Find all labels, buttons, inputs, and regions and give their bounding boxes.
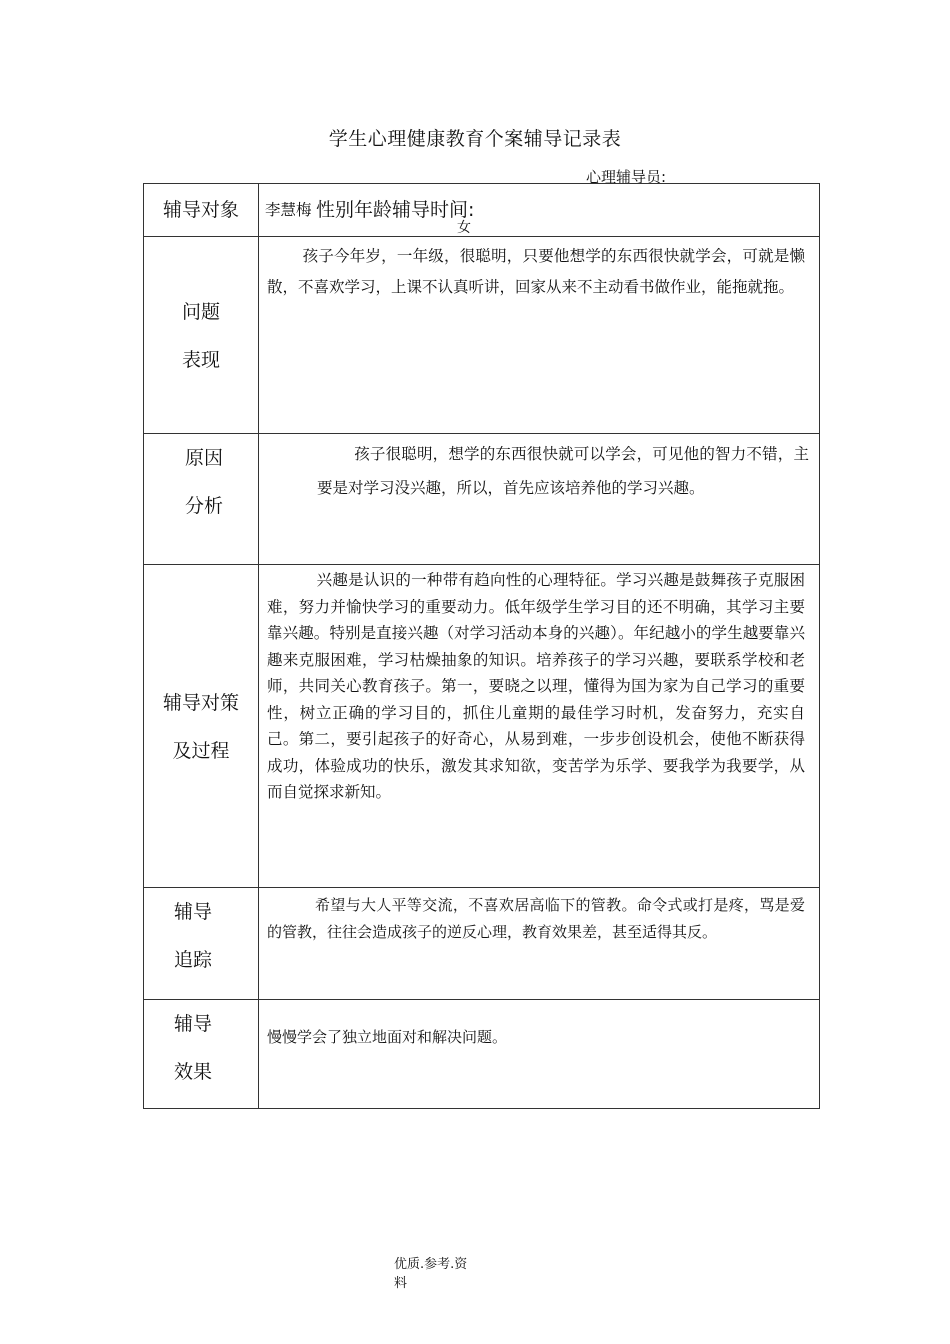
footer-line2: 料 bbox=[394, 1276, 408, 1291]
effect-label-line1: 辅导 bbox=[173, 1013, 212, 1035]
content-cell bbox=[259, 888, 820, 1000]
footer-line1: 优质.参考.资 bbox=[394, 1257, 468, 1272]
student-gender: 女 bbox=[457, 220, 471, 236]
label-cell bbox=[144, 237, 259, 434]
row-problem bbox=[144, 237, 820, 434]
effect-label-line2: 效果 bbox=[173, 1061, 212, 1083]
cause-label-line2: 分析 bbox=[184, 495, 223, 517]
student-name: 李慧梅 bbox=[265, 201, 312, 219]
tracking-label-line2: 追踪 bbox=[173, 949, 212, 971]
row-strategy bbox=[144, 565, 820, 888]
row-cause bbox=[144, 434, 820, 565]
value-cell bbox=[259, 184, 820, 237]
label-cell bbox=[144, 1000, 259, 1109]
label-cell bbox=[144, 565, 259, 888]
content-cell bbox=[259, 565, 820, 888]
strategy-label-line1: 辅导对策 bbox=[162, 692, 239, 714]
row-subject bbox=[144, 184, 820, 237]
subject-label: 辅导对象 bbox=[162, 199, 239, 221]
row-effect bbox=[144, 1000, 820, 1109]
cause-text: 孩子很聪明，想学的东西很快就可以学会，可见他的智力不错，主要是对学习没兴趣，所以，首先应该培养他的学习兴趣。 bbox=[317, 445, 809, 497]
content-cell bbox=[259, 434, 820, 565]
strategy-text: 兴趣是认识的一种带有趋向性的心理特征。学习兴趣是鼓舞孩子克服困难，努力并愉快学习的重要动力。低年级学生学习目的还不明确，其学习主要靠兴趣。特别是直接兴趣（对学习活动本身的兴趣）。年纪越小的学生越要靠兴趣来克服困难，学习枯燥抽象的知识。培养孩子的学习兴趣，要联系学校和老师，共同关心教育孩子。第一，要晓之以理，懂得为国为家为自己学习的重要性，树立正确的学习目的，抓住儿童期的最佳学习时机，发奋努力，充实自己。第二，要引起孩子的好奇心，从易到难，一步步创设机会，使他不断获得成功，体验成功的快乐，激发其求知欲，变苦学为乐学、要我学为我要学，从而自觉探求新知。 bbox=[267, 571, 805, 801]
tracking-text: 希望与大人平等交流，不喜欢居高临下的管教。命令式或打是疼，骂是爱的管教，往往会造成孩子的逆反心理，教育效果差，甚至适得其反。 bbox=[267, 896, 805, 941]
row-tracking bbox=[144, 888, 820, 1000]
problem-label-line1: 问题 bbox=[181, 301, 220, 323]
effect-text: 慢慢学会了独立地面对和解决问题。 bbox=[267, 1028, 508, 1046]
record-table bbox=[143, 183, 820, 1109]
cause-label-line1: 原因 bbox=[184, 447, 223, 469]
strategy-label-line2: 及过程 bbox=[172, 740, 230, 762]
label-cell bbox=[144, 434, 259, 565]
counselor-label: 心理辅导员: bbox=[586, 168, 667, 186]
footer-note bbox=[394, 1255, 474, 1293]
page-title: 学生心理健康教育个案辅导记录表 bbox=[328, 128, 622, 150]
tracking-label-line1: 辅导 bbox=[173, 901, 212, 923]
problem-label-line2: 表现 bbox=[181, 349, 220, 371]
label-cell bbox=[144, 888, 259, 1000]
content-cell bbox=[259, 237, 820, 434]
subject-fields: 性别年龄辅导时间: bbox=[316, 199, 475, 221]
content-cell bbox=[259, 1000, 820, 1109]
label-cell bbox=[144, 184, 259, 237]
problem-text: 孩子今年岁，一年级，很聪明，只要他想学的东西很快就学会，可就是懒散，不喜欢学习，上课不认真听讲，回家从来不主动看书做作业，能拖就拖。 bbox=[267, 247, 805, 296]
